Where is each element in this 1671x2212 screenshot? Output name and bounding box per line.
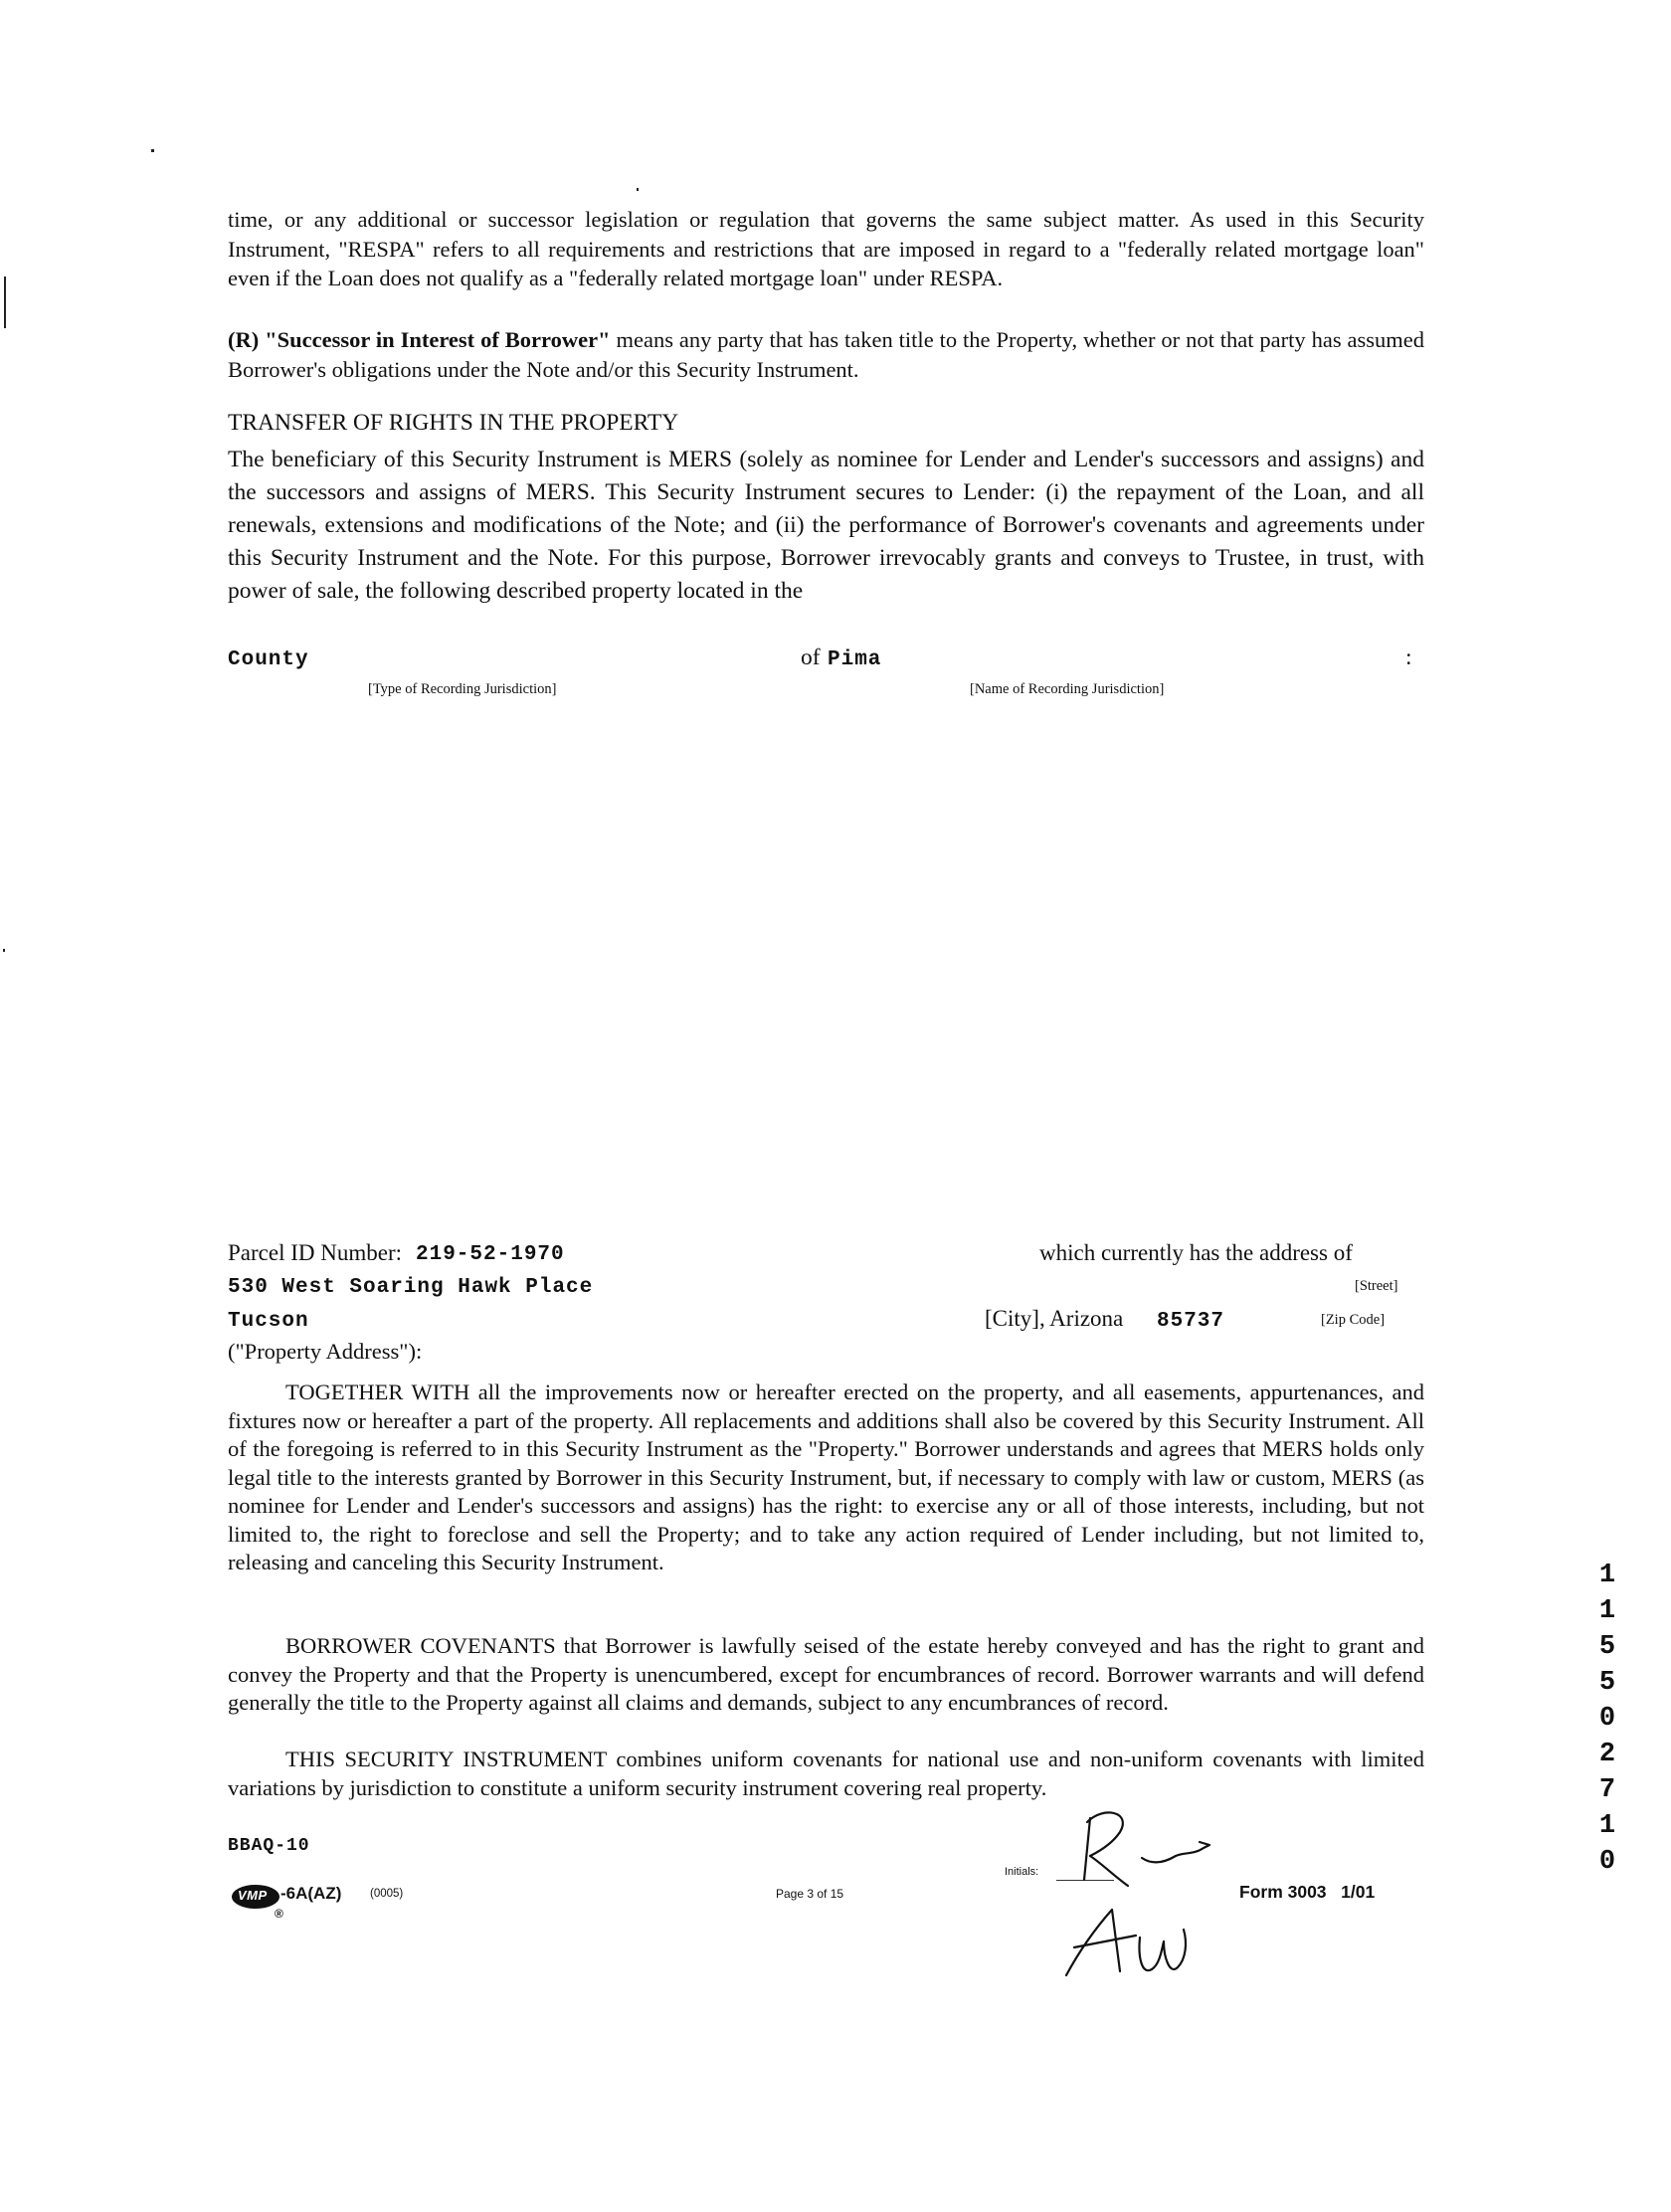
- address-intro: which currently has the address of: [1039, 1240, 1353, 1265]
- scan-speck: [3, 949, 5, 952]
- vmp-logo: [231, 1883, 280, 1911]
- page-number: Page 3 of 15: [776, 1887, 844, 1901]
- city-value: Tucson: [228, 1310, 309, 1333]
- scan-speck: [637, 188, 639, 191]
- street-address-value: 530 West Soaring Hawk Place: [228, 1276, 594, 1299]
- form-code: -6A(AZ): [280, 1884, 342, 1903]
- registered-mark: ®: [275, 1907, 283, 1921]
- parcel-id-label: Parcel ID Number:: [228, 1240, 402, 1265]
- jurisdiction-type-value: County: [228, 648, 309, 671]
- section-heading-transfer: TRANSFER OF RIGHTS IN THE PROPERTY: [228, 410, 679, 436]
- together-with-paragraph: TOGETHER WITH all the improvements now or hereafter erected on the property, and all easements, appurtenances, and fixtures now or hereafter a part of the property. All replacements and additions shall also be covered by this Security Instrument. All of the foregoing is referred to in this Security Instrument as the "Property." Borrower understands and agrees that MERS holds only legal title to the interests granted by Borrower in this Security Instrument, but, if necessary to comply with law or custom, MERS (as nominee for Lender and Lender's successors and assigns) has the right: to exercise any or all of those interests, including, but not limited to, the right to foreclose and sell the Property; and to take any action required of Lender including, but not limited to, releasing and canceling this Security Instrument.: [228, 1380, 1424, 1574]
- handwritten-initials-signature: [1054, 1800, 1243, 1979]
- city-state-label: [City], Arizona: [985, 1306, 1124, 1331]
- zip-caption: [Zip Code]: [1321, 1312, 1386, 1328]
- vmp-logo-text: VMP: [238, 1888, 268, 1903]
- transfer-paragraph: The beneficiary of this Security Instrument is MERS (solely as nominee for Lender and Lender's successors and assigns) and the successors and assigns of MERS. This Security Instrument secures to Lender: (i) the repayment of the Loan, and all renewals, extensions and modifications of the Note; and (ii) the performance of Borrower's covenants and agreements under this Security Instrument and the Note. For this purpose, Borrower irrevocably grants and conveys to Trustee, in trust, with power of sale, the following described property located in the: [228, 447, 1424, 604]
- jurisdiction-colon: :: [1405, 645, 1412, 670]
- street-caption: [Street]: [1355, 1278, 1398, 1294]
- jurisdiction-name-value: Pima: [828, 648, 882, 671]
- definition-r-text: means any party that has taken title to the Property, whether or not that party has assumed Borrower's obligations under the Note and/or this Security Instrument.: [228, 327, 1424, 382]
- borrower-covenants-paragraph: BORROWER COVENANTS that Borrower is lawfully seised of the estate hereby conveyed and has the right to grant and convey the Property and that the Property is unencumbered, except for encumbrances of record. Borrower warrants and will defend generally the title to the Property against all claims and demands, subject to any encumbrances of record.: [228, 1633, 1424, 1715]
- handwritten-initials-bottom: [1066, 1910, 1186, 1975]
- definition-r: [228, 325, 1424, 384]
- handwritten-initials-top: [1084, 1812, 1209, 1886]
- definition-r-label: (R) "Successor in Interest of Borrower": [228, 327, 611, 352]
- initials-label: Initials:: [1005, 1866, 1039, 1878]
- zip-value: 85737: [1157, 1310, 1225, 1333]
- parcel-id-value: 219-52-1970: [416, 1243, 565, 1266]
- property-address-label: ("Property Address"):: [228, 1339, 423, 1364]
- jurisdiction-name-caption: [Name of Recording Jurisdiction]: [970, 681, 1165, 697]
- scan-speck: [151, 149, 154, 152]
- security-instrument-paragraph: THIS SECURITY INSTRUMENT combines uniform covenants for national use and non-uniform covenants with limited variations by jurisdiction to constitute a uniform security instrument covering real property.: [228, 1747, 1424, 1800]
- respa-paragraph: time, or any additional or successor legislation or regulation that governs the same subject matter. As used in this Security Instrument, "RESPA" refers to all requirements and restrictions that are imposed in regard to a "federally related mortgage loan" even if the Loan does not qualify as a "federally related mortgage loan" under RESPA.: [228, 207, 1424, 290]
- document-code: BBAQ-10: [228, 1836, 310, 1856]
- form-code-suffix: (0005): [370, 1888, 404, 1900]
- scan-edge-line: [4, 276, 6, 328]
- jurisdiction-of-label: of: [801, 645, 821, 670]
- jurisdiction-type-caption: [Type of Recording Jurisdiction]: [368, 681, 557, 697]
- side-document-stamp: 1 1 5 5 0 2 7 1 0: [1598, 1561, 1616, 1877]
- form-number: Form 3003 1/01: [1239, 1882, 1376, 1902]
